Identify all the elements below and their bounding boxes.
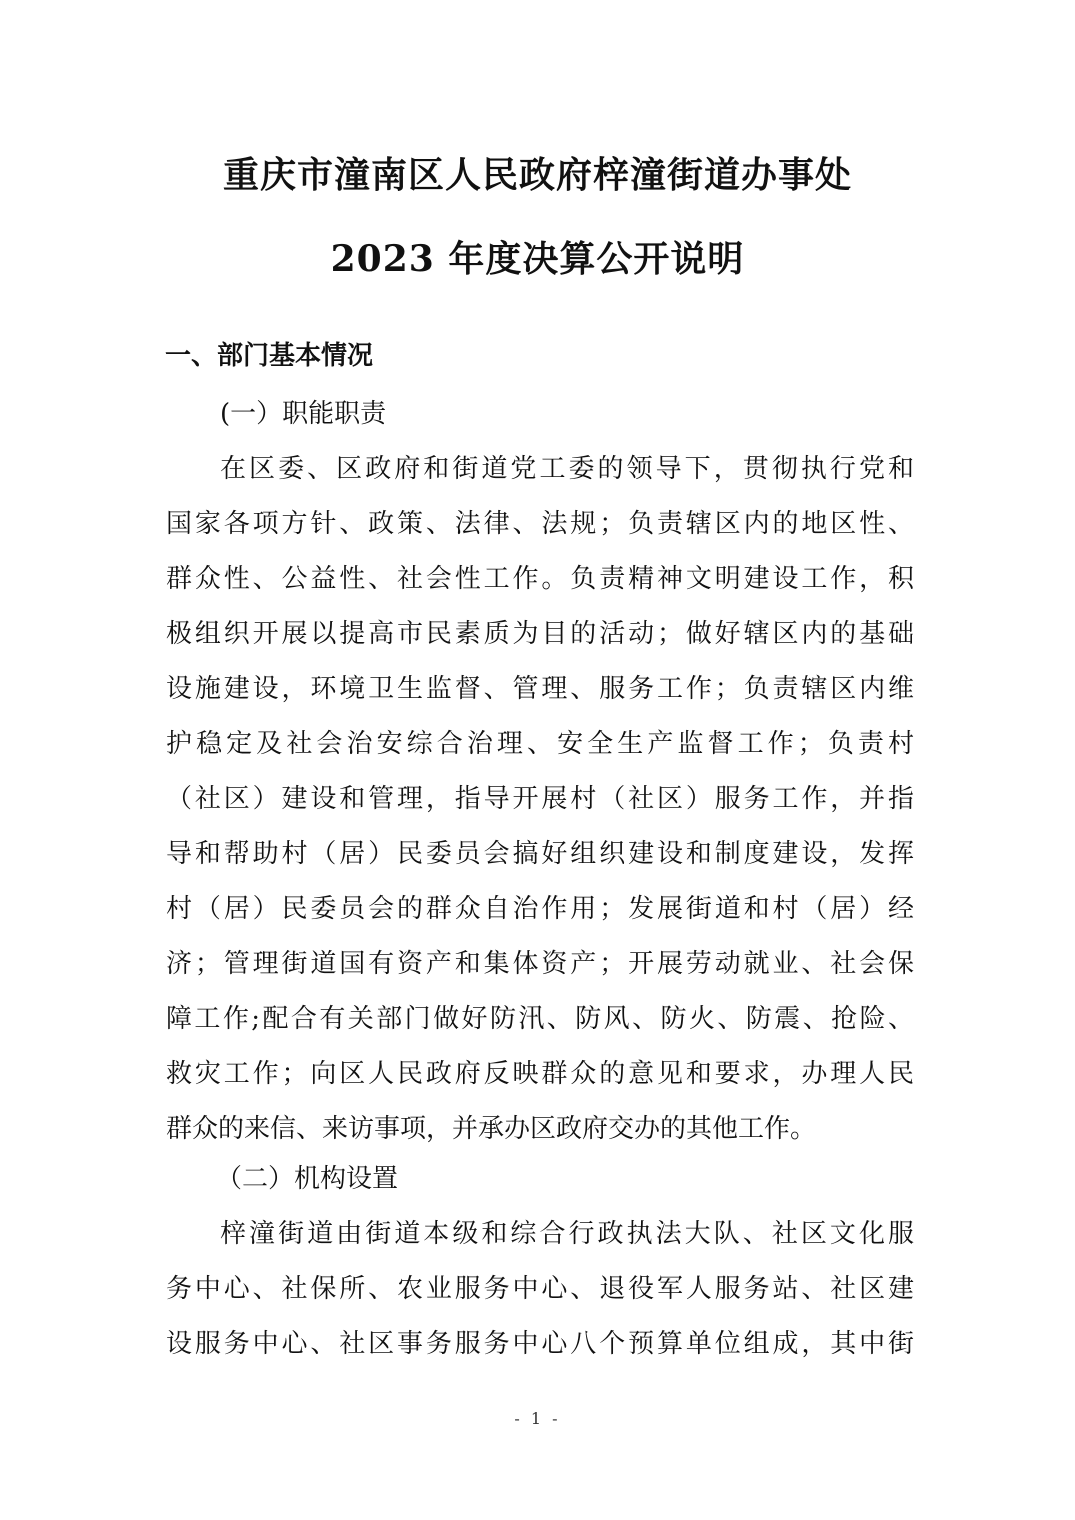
- paragraph-line: 极组织开展以提高市民素质为目的活动；做好辖区内的基础: [166, 619, 914, 649]
- document-title-line-1: 重庆市潼南区人民政府梓潼街道办事处: [222, 154, 852, 196]
- paragraph-line: 济；管理街道国有资产和集体资产；开展劳动就业、社会保: [166, 949, 914, 979]
- paragraph-line: 群众的来信、来访事项，并承办区政府交办的其他工作。: [166, 1114, 817, 1144]
- section-heading-basic-info: 一、部门基本情况: [165, 341, 374, 371]
- document-title-line-2: 2023 年度决算公开说明: [330, 238, 745, 280]
- paragraph-line: 务中心、社保所、农业服务中心、退役军人服务站、社区建: [166, 1274, 914, 1304]
- paragraph-line: 村（居）民委员会的群众自治作用；发展街道和村（居）经: [166, 894, 914, 924]
- paragraph-line: （社区）建设和管理，指导开展村（社区）服务工作，并指: [166, 784, 914, 814]
- paragraph-line: 救灾工作；向区人民政府反映群众的意见和要求，办理人民: [166, 1059, 914, 1089]
- paragraph-line: 国家各项方针、政策、法律、法规；负责辖区内的地区性、: [166, 509, 914, 539]
- paragraph-line: 梓潼街道由街道本级和综合行政执法大队、社区文化服: [220, 1219, 914, 1249]
- paragraph-line: 导和帮助村（居）民委员会搞好组织建设和制度建设，发挥: [166, 839, 914, 869]
- page-number: - 1 -: [514, 1409, 561, 1428]
- paragraph-line: 护稳定及社会治安综合治理、安全生产监督工作；负责村: [166, 729, 914, 759]
- subheading-functions: (一）职能职责: [220, 399, 387, 429]
- subheading-organization: （二）机构设置: [216, 1164, 399, 1194]
- paragraph-line: 在区委、区政府和街道党工委的领导下，贯彻执行党和: [220, 454, 914, 484]
- paragraph-line: 设施建设，环境卫生监督、管理、服务工作；负责辖区内维: [166, 674, 914, 704]
- paragraph-line: 障工作;配合有关部门做好防汛、防风、防火、防震、抢险、: [166, 1004, 914, 1034]
- paragraph-line: 设服务中心、社区事务服务中心八个预算单位组成，其中街: [166, 1329, 914, 1359]
- paragraph-line: 群众性、公益性、社会性工作。负责精神文明建设工作，积: [166, 564, 914, 594]
